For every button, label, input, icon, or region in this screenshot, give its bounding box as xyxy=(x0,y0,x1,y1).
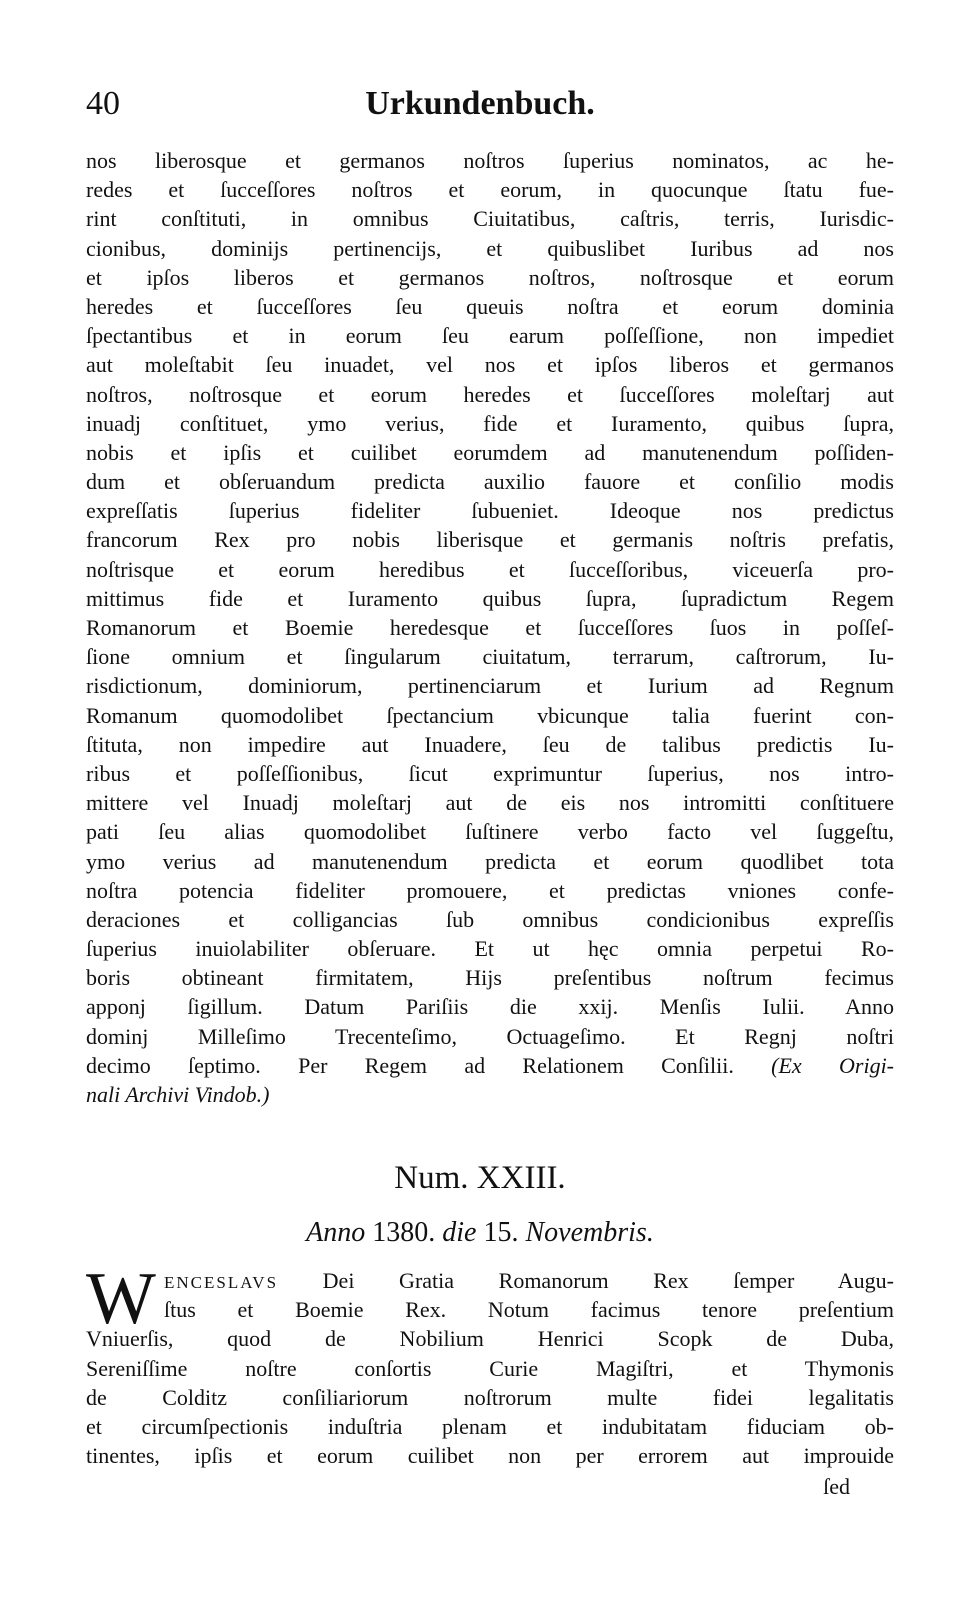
text-line: ſuperius inuiolabiliter obſeruare. Et ut hęc omnia perpetui Ro- xyxy=(86,936,894,962)
source-note: nali Archivi Vindob.) xyxy=(86,1082,270,1107)
text-line: deraciones et colligancias ſub omnibus condicionibus expreſſis xyxy=(86,906,894,932)
text-line: noſtra potencia fideliter promouere, et predictas vniones confe- xyxy=(86,877,894,903)
text-line: ſtus et Boemie Rex. Notum facimus tenore preſentium xyxy=(164,1297,894,1323)
text-line: ymo verius ad manutenendum predicta et eorum quodlibet tota xyxy=(86,848,894,874)
text-line: dum et obſeruandum predicta auxilio fauore et conſilio modis xyxy=(86,469,894,495)
text-line: Vniuerſis, quod de Nobilium Henrici Scopk de Duba, xyxy=(86,1326,894,1352)
text-line: nos liberosque et germanos noſtros ſuperius nominatos, ac he- xyxy=(86,148,894,173)
date-die: die xyxy=(442,1217,477,1248)
text-line: de Colditz conſiliariorum noſtrorum multe fidei legalitatis xyxy=(86,1384,894,1410)
document-date-heading xyxy=(0,1215,960,1251)
page-number: 40 xyxy=(86,85,120,122)
text-line-with-source-note xyxy=(86,1051,894,1080)
text-line: redes et ſucceſſores noſtros et eorum, in quocunque ſtatu fue- xyxy=(86,177,894,203)
text-line: noſtrisque et eorum heredibus et ſucceſſoribus, viceuerſa pro- xyxy=(86,556,894,582)
text-line: mittere vel Inuadj moleſtarj aut de eis nos intromitti conſtituere xyxy=(86,790,894,816)
text-line: ſione omnium et ſingularum ciuitatum, terrarum, caſtrorum, Iu- xyxy=(86,644,894,670)
name-small-caps: ENCESLAVS xyxy=(164,1273,279,1292)
text-line: rint conſtituti, in omnibus Ciuitatibus, caſtris, terris, Iurisdic- xyxy=(86,206,894,232)
text-line: apponj ſigillum. Datum Pariſiis die xxij. Menſis Iulii. Anno xyxy=(86,994,894,1020)
source-note: (Ex Origi- xyxy=(771,1052,894,1078)
text-line: ribus et poſſeſſionibus, ſicut exprimuntur ſuperius, nos intro- xyxy=(86,760,894,786)
text-line: heredes et ſucceſſores ſeu queuis noſtra et eorum dominia xyxy=(86,293,894,319)
text-line: et ipſos liberos et germanos noſtros, noſtrosque et eorum xyxy=(86,264,894,290)
text-line: et circumſpectionis induſtria plenam et indubitatam fiduciam ob- xyxy=(86,1413,894,1439)
text-line: pati ſeu alias quomodolibet ſuſtinere verbo facto vel ſuggeſtu, xyxy=(86,819,894,845)
text-line: risdictionum, dominiorum, pertinenciarum et Iurium ad Regnum xyxy=(86,673,894,699)
text-line: nobis et ipſis et cuilibet eorumdem ad manutenendum poſſiden- xyxy=(86,439,894,465)
text-line: Romanum quomodolibet ſpectancium vbicunque talia fuerint con- xyxy=(86,702,894,728)
charter-text-opening xyxy=(86,1266,894,1470)
date-anno: Anno xyxy=(306,1217,366,1248)
text-line: dominj Milleſimo Trecenteſimo, Octuageſimo. Et Regnj noſtri xyxy=(86,1023,894,1049)
text-line: noſtros, noſtrosque et eorum heredes et ſucceſſores moleſtarj aut xyxy=(86,381,894,407)
text-line-with-name xyxy=(86,1266,894,1295)
catchword: ſed xyxy=(823,1474,850,1499)
text-line: Sereniſſime noſtre conſortis Curie Magiſtri, et Thymonis xyxy=(86,1355,894,1381)
drop-cap-initial: W xyxy=(86,1258,156,1340)
text-line: expreſſatis ſuperius fideliter ſubueniet. Ideoque nos predictus xyxy=(86,498,894,524)
text-line: Romanorum et Boemie heredesque et ſucceſſores ſuos in poſſeſ- xyxy=(86,615,894,640)
text-line: francorum Rex pro nobis liberisque et germanis noſtris prefatis, xyxy=(86,527,894,553)
text-line: ſpectantibus et in eorum ſeu earum poſſeſſione, non impediet xyxy=(86,323,894,349)
charter-text-continuation xyxy=(86,146,894,1109)
text-line: aut moleſtabit ſeu inuadet, vel nos et ipſos liberos et germanos xyxy=(86,352,894,378)
source-note-line xyxy=(86,1080,894,1109)
text-line: mittimus fide et Iuramento quibus ſupra, ſupradictum Regem xyxy=(86,585,894,611)
text-line: cionibus, dominijs pertinencijs, et quibuslibet Iuribus ad nos xyxy=(86,235,894,261)
text-segment: decimo ſeptimo. Per Regem ad Relationem Conſilii. xyxy=(86,1052,734,1078)
date-month: Novembris. xyxy=(525,1217,654,1248)
text-line: boris obtineant firmitatem, Hijs preſentibus noſtrum fecimus xyxy=(86,965,894,991)
text-line: ſtituta, non impedire aut Inuadere, ſeu de talibus predictis Iu- xyxy=(86,731,894,757)
date-day: 15. xyxy=(483,1217,519,1248)
document-number-heading: Num. XXIII. xyxy=(394,1160,566,1196)
text-line: tinentes, ipſis et eorum cuilibet non per errorem aut improuide xyxy=(86,1443,894,1469)
running-head: Urkundenbuch. xyxy=(365,85,595,122)
date-year: 1380. xyxy=(372,1217,436,1248)
text-segment: Dei Gratia Romanorum Rex ſemper Augu- xyxy=(322,1268,894,1293)
text-line: inuadj conſtituet, ymo verius, fide et Iuramento, quibus ſupra, xyxy=(86,410,894,436)
